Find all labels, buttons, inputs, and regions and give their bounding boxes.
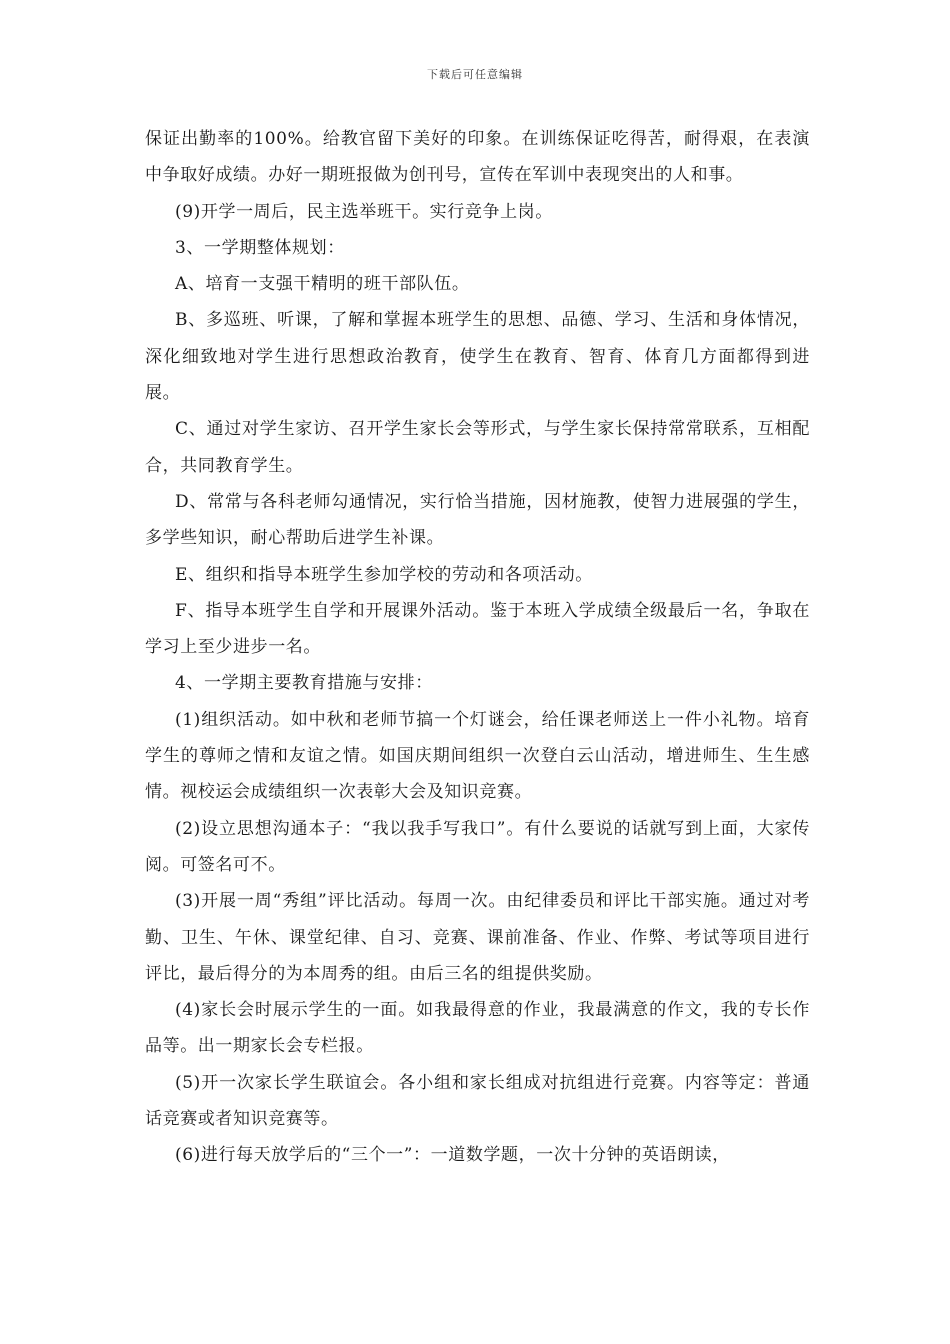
paragraph: 保证出勤率的100%。给教官留下美好的印象。在训练保证吃得苦，耐得艰，在表演中争取好成绩。办好一期班报做为创刊号，宣传在军训中表现突出的人和事。 xyxy=(145,129,810,186)
section-heading: 3、一学期整体规划： xyxy=(175,237,345,258)
document-body xyxy=(145,121,810,1174)
paragraph: (3)开展一周“秀组”评比活动。每周一次。由纪律委员和评比干部实施。通过对考勤、卫生、午休、课堂纪律、自习、竞赛、课前准备、作业、作弊、考试等项目进行评比，最后得分的为本周秀的组。由后三名的组提供奖励。 xyxy=(145,891,810,984)
paragraph: D、常常与各科老师勾通情况，实行恰当措施，因材施教，使智力进展强的学生，多学些知识，耐心帮助后进学生补课。 xyxy=(145,491,810,549)
section-heading: 4、一学期主要教育措施与安排： xyxy=(175,673,433,694)
paragraph: E、组织和指导本班学生参加学校的劳动和各项活动。 xyxy=(175,564,593,585)
paragraph: (6)进行每天放学后的“三个一”：一道数学题，一次十分钟的英语朗读， xyxy=(175,1145,730,1166)
paragraph: A、培育一支强干精明的班干部队伍。 xyxy=(175,274,470,295)
paragraph: (1)组织活动。如中秋和老师节搞一个灯谜会，给任课老师送上一件小礼物。培育学生的尊师之情和友谊之情。如国庆期间组织一次登白云山活动，增进师生、生生感情。视校运会成绩组织一次表彰大会及知识竞赛。 xyxy=(145,709,810,803)
paragraph: (5)开一次家长学生联谊会。各小组和家长组成对抗组进行竞赛。内容等定：普通话竞赛或者知识竞赛等。 xyxy=(145,1072,810,1130)
paragraph: (4)家长会时展示学生的一面。如我最得意的作业，我最满意的作文，我的专长作品等。出一期家长会专栏报。 xyxy=(145,1000,810,1057)
paragraph: F、指导本班学生自学和开展课外活动。鉴于本班入学成绩全级最后一名，争取在学习上至少进步一名。 xyxy=(145,600,810,658)
paragraph: C、通过对学生家访、召开学生家长会等形式，与学生家长保持常常联系，互相配合，共同教育学生。 xyxy=(145,419,810,476)
paragraph: B、多巡班、听课，了解和掌握本班学生的思想、品德、学习、生活和身体情况，深化细致地对学生进行思想政治教育，使学生在教育、智育、体育几方面都得到进展。 xyxy=(145,310,810,404)
paragraph: (2)设立思想沟通本子：“我以我手写我口”。有什么要说的话就写到上面，大家传阅。可签名可不。 xyxy=(145,818,810,875)
page-header: 下载后可任意编辑 xyxy=(427,68,523,81)
paragraph: (9)开学一周后，民主选举班干。实行竞争上岗。 xyxy=(175,201,553,222)
